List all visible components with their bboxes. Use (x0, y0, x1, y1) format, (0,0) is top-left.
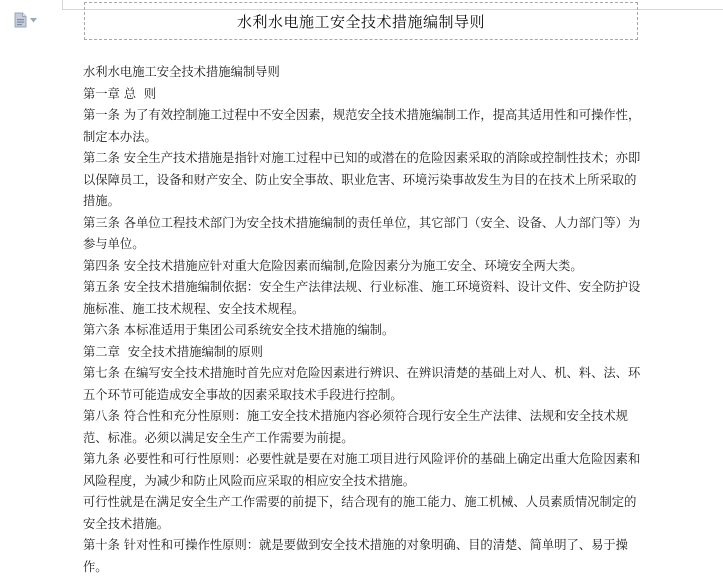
paragraph-chapter-1: 第一章 总 则 (83, 86, 157, 101)
paragraph-article-7: 第七条 在编写安全技术措施时首先应对危险因素进行辨识、在辨识清楚的基础上对人、机、料、法、环五个环节可能造成安全事故的因素采取技术手段进行控制。 (83, 366, 641, 402)
paragraph-article-10: 第十条 针对性和可操作性原则：就是要做到安全技术措施的对象明确、目的清楚、简单明了、易于操作。 (83, 538, 628, 574)
paragraph-article-5: 第五条 安全技术措施编制依据：安全生产法律法规、行业标准、施工环境资料、设计文件、安全防护设施标准、施工技术规程、安全技术规程。 (83, 280, 641, 316)
paragraph-article-1: 第一条 为了有效控制施工过程中不安全因素，规范安全技术措施编制工作，提高其适用性和可操作性，制定本办法。 (83, 108, 641, 144)
paragraph-article-4: 第四条 安全技术措施应针对重大危险因素而编制,危险因素分为施工安全、环境安全两大类。 (83, 258, 583, 273)
margin-guide-vertical (62, 0, 63, 10)
paragraph-heading: 水利水电施工安全技术措施编制导则 (83, 65, 280, 79)
document-icon (14, 12, 27, 28)
paragraph-article-8: 第八条 符合性和充分性原则：施工安全技术措施内容必须符合现行安全生产法律、法规和安全技术规范、标准。必须以满足安全生产工作需要为前提。 (83, 409, 628, 445)
paragraph-chapter-2: 第二章 安全技术措施编制的原则 (83, 344, 263, 359)
paragraph-article-2: 第二条 安全生产技术措施是指针对施工过程中已知的或潜在的危险因素采取的消除或控制性技术；亦即以保障员工，设备和财产安全、防止安全事故、职业危害、环境污染事故发生为目的在技术上所采取的措施。 (83, 151, 641, 208)
paragraph-feasibility: 可行性就是在满足安全生产工作需要的前提下，结合现有的施工能力、施工机械、人员素质情况制定的安全技术措施。 (83, 495, 637, 531)
document-menu-button[interactable] (14, 12, 37, 28)
paragraph-article-6: 第六条 本标准适用于集团公司系统安全技术措施的编制。 (83, 323, 395, 337)
document-title: 水利水电施工安全技术措施编制导则 (236, 12, 485, 31)
chevron-down-icon (30, 18, 37, 23)
paragraph-article-3: 第三条 各单位工程技术部门为安全技术措施编制的责任单位，其它部门（安全、设备、人力部门等）为参与单位。 (83, 215, 641, 251)
document-body[interactable] (83, 62, 643, 578)
header-title-box[interactable] (84, 2, 638, 40)
paragraph-article-9: 第九条 必要性和可行性原则：必要性就是要在对施工项目进行风险评价的基础上确定出重大危险因素和风险程度，为减少和防止风险而应采取的相应安全技术措施。 (83, 452, 641, 488)
